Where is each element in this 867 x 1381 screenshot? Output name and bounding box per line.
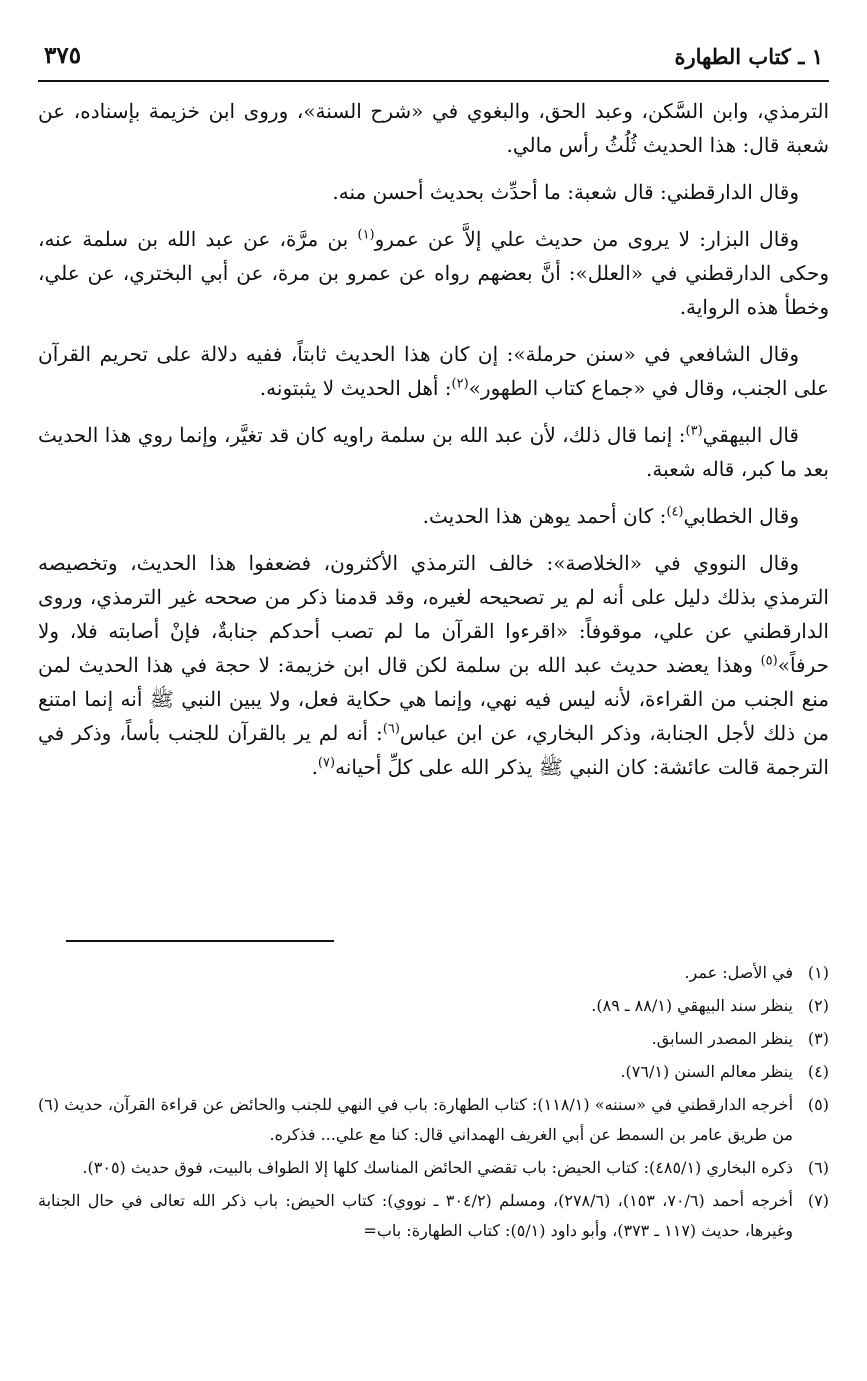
- footnote-1: [38, 958, 829, 988]
- footnote-text: ينظر معالم السنن (٧٦/١).: [620, 1062, 793, 1081]
- footnote-text: أخرجه الدارقطني في «سننه» (١١٨/١): كتاب الطهارة: باب في النهي للجنب والحائض عن قراءة القرآن، حديث (٦) من طريق عامر بن السمط عن أبي الغريف الهمداني قال: كنا مع علي... فذكره.: [38, 1095, 794, 1144]
- footnote-number: (٤): [807, 1062, 829, 1081]
- footnotes: [38, 958, 829, 1249]
- page-number: ٣٧٥: [44, 42, 82, 69]
- footnote-ref-3[interactable]: (٣): [685, 423, 703, 439]
- footnote-6: [38, 1153, 829, 1183]
- paragraph-7-text-d: .: [311, 755, 318, 779]
- footnote-number: (٦): [807, 1158, 829, 1177]
- footnote-5: [38, 1090, 829, 1150]
- footnote-number: (٥): [807, 1095, 829, 1114]
- footnote-4: [38, 1057, 829, 1087]
- paragraph-4-text-a: وقال الشافعي في «سنن حرملة»: إن كان هذا الحديث ثابتاً، ففيه دلالة على تحريم القرآن على الجنب، وقال في «جماع كتاب الطهور»: [38, 342, 829, 400]
- paragraph-1: [38, 94, 829, 162]
- running-head: ١ ـ كتاب الطهارة: [674, 44, 823, 69]
- footnote-text: ينظر المصدر السابق.: [651, 1029, 793, 1048]
- footnote-text: في الأصل: عمر.: [684, 963, 793, 982]
- footnote-divider: [66, 940, 334, 942]
- footnote-number: (٢): [807, 996, 829, 1015]
- paragraph-6-text-a: وقال الخطابي: [683, 504, 799, 528]
- paragraph-7-text-a: وقال النووي في «الخلاصة»: خالف الترمذي الأكثرون، فضعفوا هذا الحديث، وتخصيصه الترمذي بذلك دليل على أنه لم ير تصحيحه لغيره، وقد قدمنا ذكر من صححه غير الترمذي، وروى الدارقطني عن علي، موقوفاً: «اقرءوا القرآن ما لم تصب أحدكم جنابةٌ، فإنْ أصابته فلا، ولا حرفاً»: [38, 551, 829, 677]
- footnote-ref-5[interactable]: (٥): [760, 653, 778, 669]
- footnote-3: [38, 1024, 829, 1054]
- paragraph-5: [38, 418, 829, 486]
- footnote-number: (١): [807, 963, 829, 982]
- footnote-7: [38, 1186, 829, 1246]
- paragraph-7-text-c: : أنه لم ير بالقرآن للجنب بأساً، وذكر في الترجمة قالت عائشة: كان النبي ﷺ يذكر الله على كلِّ أحيانه: [38, 721, 829, 779]
- paragraph-5-text-b: : إنما قال ذلك، لأن عبد الله بن سلمة راويه كان قد تغيَّر، وإنما روي هذا الحديث بعد ما كبر، قاله شعبة.: [38, 423, 829, 481]
- paragraph-7: [38, 546, 829, 784]
- paragraph-7-text-b: وهذا يعضد حديث عبد الله بن سلمة لكن قال ابن خزيمة: لا حجة في هذا الحديث لمن منع الجنب من القراءة، لأنه ليس فيه نهي، وإنما هي حكاية فعل، ولا يبين النبي ﷺ أنه إنما امتنع من ذلك لأجل الجنابة، وذكر البخاري، عن ابن عباس: [38, 653, 830, 745]
- footnote-ref-7[interactable]: (٧): [317, 755, 336, 771]
- footnote-ref-4[interactable]: (٤): [666, 504, 684, 520]
- footnote-ref-6[interactable]: (٦): [382, 721, 400, 737]
- paragraph-3-text-b: بن مرَّة، عن عبد الله بن سلمة عنه، وحكى الدارقطني في «العلل»: أنَّ بعضهم رواه عن عمرو بن مرة، عن أبي البختري، عن علي، وخطأ هذه الرواية.: [38, 227, 829, 319]
- footnote-text: أخرجه أحمد (٧٠/٦، ١٥٣)، (٢٧٨/٦)، ومسلم (٣٠٤/٢ ـ نووي): كتاب الحيض: باب ذكر الله تعالى في حال الجنابة وغيرها، حديث (١١٧ ـ ٣٧٣)، وأبو داود (٥/١): كتاب الطهارة: باب=: [38, 1191, 794, 1240]
- footnote-text: ذكره البخاري (٤٨٥/١): كتاب الحيض: باب تقضي الحائض المناسك كلها إلا الطواف بالبيت، فوق حديث (٣٠٥).: [82, 1158, 793, 1177]
- paragraph-3-text-a: وقال البزار: لا يروى من حديث علي إلاَّ عن عمرو: [374, 227, 800, 251]
- footnote-number: (٧): [807, 1191, 829, 1210]
- main-text: [38, 94, 829, 797]
- paragraph-2-text: وقال الدارقطني: قال شعبة: ما أحدِّث بحديث أحسن منه.: [332, 180, 799, 204]
- footnote-text: ينظر سند البيهقي (٨٨/١ ـ ٨٩).: [591, 996, 793, 1015]
- paragraph-1-text: الترمذي، وابن السَّكن، وعبد الحق، والبغوي في «شرح السنة»، وروى ابن خزيمة بإسناده، عن شعبة قال: هذا الحديث ثُلُثُ رأس مالي.: [38, 99, 829, 157]
- footnote-ref-2[interactable]: (٢): [451, 376, 469, 392]
- paragraph-2: [38, 175, 829, 209]
- paragraph-5-text-a: قال البيهقي: [702, 423, 799, 447]
- paragraph-4-text-b: : أهل الحديث لا يثبتونه.: [259, 376, 452, 400]
- footnote-ref-1[interactable]: (١): [357, 227, 375, 243]
- paragraph-6: [38, 499, 829, 533]
- paragraph-6-text-b: : كان أحمد يوهن هذا الحديث.: [422, 504, 667, 528]
- paragraph-4: [38, 337, 829, 405]
- paragraph-3: [38, 222, 829, 324]
- page-header: [38, 40, 829, 82]
- footnote-2: [38, 991, 829, 1021]
- footnote-number: (٣): [807, 1029, 829, 1048]
